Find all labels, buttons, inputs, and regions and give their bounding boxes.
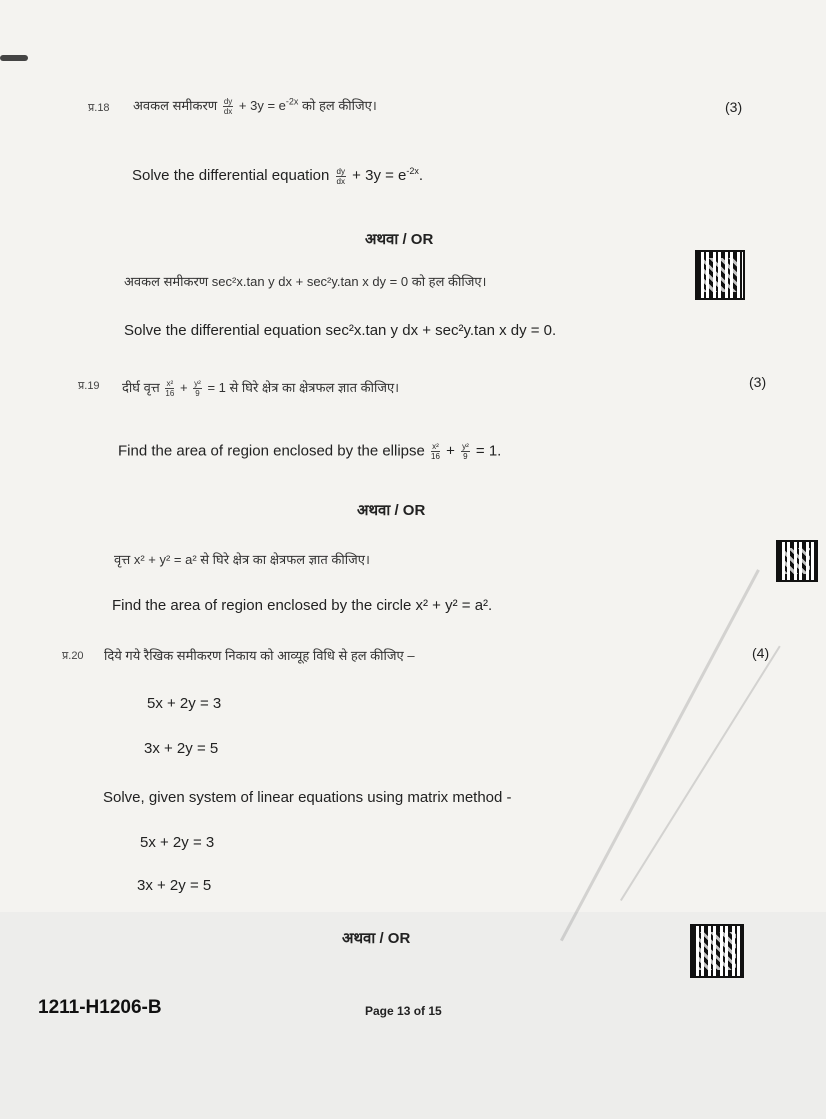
q18-hindi-post: + 3y = e [238, 98, 286, 113]
scan-mark [0, 55, 28, 61]
q18-hindi-text: अवकल समीकरण $\frac{dy}{dx}$ + $3y = e^{-2x}$ को हल कीजिए। [133, 96, 377, 117]
q20-english-text: Solve, given system of linear equations using matrix method - [103, 789, 512, 806]
q19-marks: (3) [749, 374, 767, 390]
q19-alt-hindi: वृत्त x² + y² = a² से घिरे क्षेत्र का क्षेत्रफल ज्ञात कीजिए। [114, 552, 370, 567]
q20-equation-3: 5x + 2y = 3 [140, 834, 215, 851]
q18-english-text: Solve the differential equation $\frac{dy}{dx}$ + $3y = e^{-2x}$. [132, 166, 424, 186]
q20-or-divider: अथवा / OR [342, 930, 411, 947]
q19-hindi-text: दीर्घ वृत्त $\frac{\text{x²}}{16}$ + $\frac{\text{y²}}{9}$ = 1 से घिरे क्षेत्र का क्षेत्रफल ज्ञात कीजिए। [122, 379, 400, 399]
q20-hindi-text: दिये गये रैखिक समीकरण निकाय को आव्यूह विधि से हल कीजिए – [104, 648, 415, 663]
q19-english-text: Find the area of region enclosed by the ellipse $\frac{\text{x²}}{16}$ + $\frac{\text{y²}}{9}$ = 1. [118, 442, 502, 461]
q18-english-fraction: $\frac{dy}{dx}$ [336, 166, 345, 186]
q20-marks: (4) [752, 645, 770, 661]
q20-equation-2: 3x + 2y = 5 [144, 740, 219, 757]
q18-or-divider: अथवा / OR [365, 231, 434, 248]
scan-streak [560, 569, 760, 941]
q18-marks: (3) [725, 99, 743, 115]
qr-code-2 [776, 540, 818, 582]
qr-code-1 [695, 250, 745, 300]
page-number: Page 13 of 15 [365, 1004, 442, 1018]
qr-code-3 [690, 924, 744, 978]
q20-number: प्र.20 [62, 650, 84, 662]
q18-alt-hindi: अवकल समीकरण sec²x.tan y dx + sec²y.tan x dy = 0 को हल कीजिए। [124, 274, 487, 289]
q18-hindi-pre: अवकल समीकरण [133, 98, 218, 113]
scan-streak [620, 646, 781, 901]
q18-hindi-tail: को हल कीजिए। [302, 98, 377, 113]
q19-or-divider: अथवा / OR [357, 502, 426, 519]
q18-hindi-fraction: $\frac{dy}{dx}$ [223, 97, 233, 117]
q18-number: प्र.18 [88, 102, 110, 114]
q20-equation-4: 3x + 2y = 5 [137, 877, 212, 894]
q18-alt-english: Solve the differential equation sec²x.tan y dx + sec²y.tan x dy = 0. [124, 322, 557, 339]
q19-number: प्र.19 [78, 380, 100, 392]
q19-alt-english: Find the area of region enclosed by the circle x² + y² = a². [112, 597, 493, 614]
paper-code: 1211-H1206-B [38, 997, 162, 1018]
q20-equation-1: 5x + 2y = 3 [147, 695, 222, 712]
